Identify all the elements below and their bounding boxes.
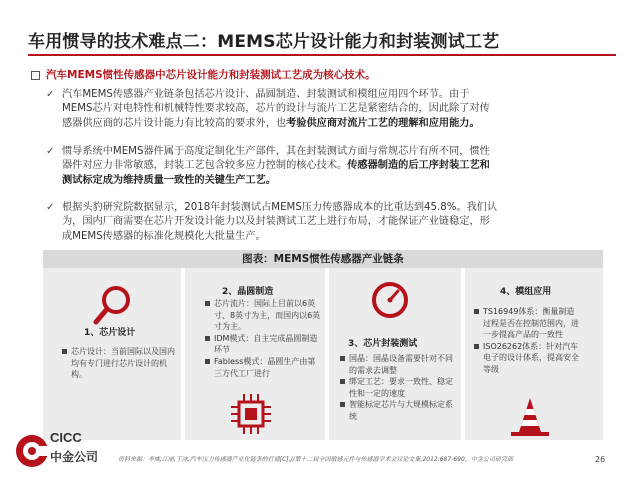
panel-3-title: 3、芯片封装测试 — [348, 339, 418, 349]
sub-bold: 测试标定成为维持质量一致性的关键生产工艺。 — [62, 174, 276, 186]
panel-1-list — [62, 346, 176, 381]
sub-line: 感器供应商的芯片设计能力有比较高的要求外，也 — [62, 117, 287, 129]
sub-line: MEMS芯片对电特性和机械特性要求较高，芯片的设计与流片工艺是紧密结合的，因此除了对传 — [62, 103, 490, 115]
microchip-icon — [226, 392, 276, 438]
list-item: 芯片流片：国际上目前以6英寸、8英寸为主，而国内以6英寸为主。 — [205, 298, 321, 333]
panel-3-list — [340, 353, 456, 423]
sub-line: 器件对应力非常敏感，封装工艺包含较多应力控制的核心技术。 — [62, 160, 348, 172]
page-title: 车用惯导的技术难点二：MEMS芯片设计能力和封装测试工艺 — [28, 32, 500, 52]
check-icon: ✓ — [46, 202, 55, 213]
check-icon: ✓ — [46, 89, 55, 100]
footer-source: 资料来源：李威,江丽,王冰,汽车压力传感器产业化链条的打通[C],//第十二届全国敏感元件与传感器学术会议论文集,2012:687-690，中金公司研究部 — [118, 456, 513, 463]
list-item: 绑定工艺：要求一致性、稳定性和一定的速度 — [340, 376, 456, 399]
list-item: 芯片设计：当前国际以及国内均有专门进行芯片设计的机构。 — [62, 346, 176, 381]
panel-1-title: 1、芯片设计 — [84, 328, 136, 338]
panel-2-title: 2、晶圆制造 — [222, 287, 274, 297]
gauge-icon — [368, 280, 412, 320]
sub-line: 汽车MEMS传感器产业链条包括芯片设计、晶圆制造、封装测试和模组应用四个环节。由于 — [62, 89, 470, 100]
sub-line: 根据头豹研究院数据显示，2018年封装测试占MEMS压力传感器成本的比重达到45.8%。我们认 — [62, 202, 498, 213]
panel-2-list — [205, 298, 321, 379]
panel-4-title: 4、模组应用 — [500, 287, 552, 297]
list-item: Fabless模式：晶圆生产由第三方代工厂进行 — [205, 356, 321, 379]
sub-line: 成MEMS传感器的标准化规模化大批量生产。 — [62, 230, 266, 242]
sub-bold: 传感器制造的后工序封装工艺和 — [347, 160, 490, 172]
logo-text-cn: 中金公司 — [50, 450, 99, 464]
sub-bold: 考验供应商对流片工艺的理解和应用能力。 — [286, 117, 480, 129]
panel-4-list — [474, 306, 580, 376]
sub-line: 为，国内厂商需要在芯片开发设计能力以及封装测试工艺上进行布局，才能保证产业链稳定，形 — [62, 216, 490, 228]
title-divider — [28, 54, 616, 56]
square-bullet-icon — [31, 71, 40, 80]
list-item: TS16949体系：衡量制造过程是否在控制范围内，进一步提高产品的一致性 — [474, 306, 580, 341]
sub-bullet-3 — [62, 201, 618, 244]
page-number: 26 — [595, 455, 606, 464]
main-bullet: 汽车MEMS惯性传感器中芯片设计能力和封装测试工艺成为核心技术。 — [46, 69, 376, 81]
list-item: 国晶：国晶设备需要针对不同的需求去调整 — [340, 353, 456, 376]
check-icon: ✓ — [46, 146, 55, 157]
traffic-cone-icon — [505, 396, 555, 438]
list-item: 智能标定芯片与大规模标定系统 — [340, 399, 456, 422]
sub-bullet-1 — [62, 88, 618, 131]
list-item: ISO26262体系：针对汽车电子的设计体系，提高安全等级 — [474, 341, 580, 376]
sub-bullet-2 — [62, 145, 618, 188]
figure-caption: 图表：MEMS惯性传感器产业链条 — [43, 250, 603, 268]
magnifier-icon — [90, 282, 136, 328]
sub-line: 惯导系统中MEMS器件属于高度定制化生产部件，其在封装测试方面与常规芯片有所不同，惯性 — [62, 146, 490, 157]
list-item: IDM模式：自主完成晶圆制造环节 — [205, 333, 321, 356]
logo-text-en: CICC — [50, 430, 82, 445]
